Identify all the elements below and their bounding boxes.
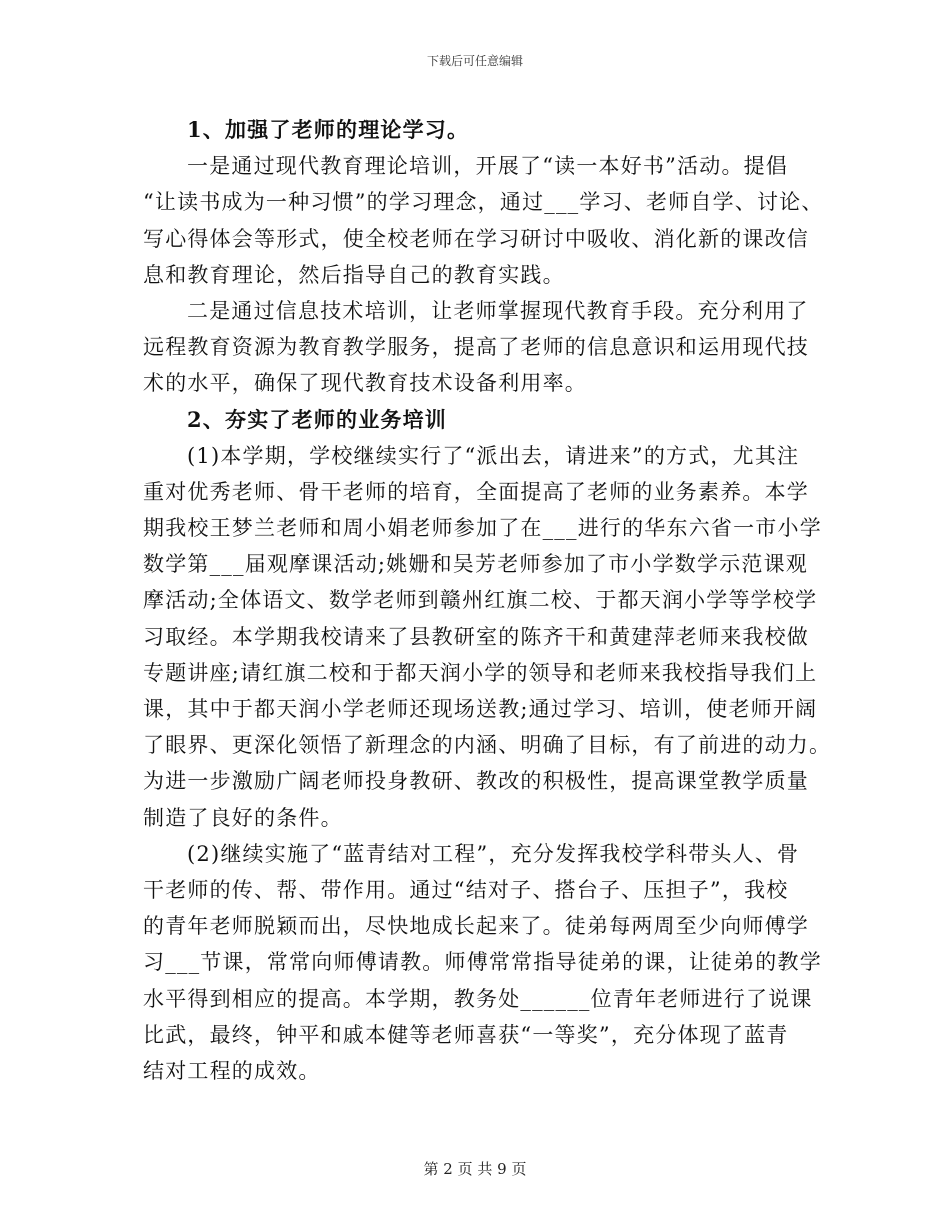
paragraph-line: 课，其中于都天润小学老师还现场送教;通过学习、培训，使老师开阔 — [143, 697, 818, 721]
paragraph-line: 远程教育资源为教育教学服务，提高了老师的信息意识和运用现代技 — [143, 335, 809, 360]
paragraph-line: (1)本学期，学校继续实行了“派出去，请进来”的方式，尤其注 — [187, 443, 800, 468]
paragraph-line: 重对优秀老师、骨干老师的培育，全面提高了老师的业务素养。本学 — [143, 479, 809, 504]
paragraph-line: 摩活动;全体语文、数学老师到赣州红旗二校、于都天润小学等学校学 — [143, 588, 818, 613]
paragraph-line: 为进一步激励广阔老师投身教研、教改的积极性，提高课堂教学质量 — [143, 769, 809, 794]
paragraph-line: 习取经。本学期我校请来了县教研室的陈齐干和黄建萍老师来我校做 — [143, 624, 809, 649]
document-body — [143, 112, 833, 1089]
section-heading-1: 1、加强了老师的理论学习。 — [187, 117, 470, 142]
paragraph-line: 二是通过信息技术培训，让老师掌握现代教育手段。充分利用了 — [187, 298, 809, 323]
paragraph-line: 制造了良好的条件。 — [143, 805, 343, 830]
paragraph-line: 了眼界、更深化领悟了新理念的内涵、明确了目标，有了前进的动力。 — [143, 733, 832, 758]
paragraph-line: 写心得体会等形式，使全校老师在学习研讨中吸收、消化新的课改信 — [143, 226, 809, 251]
paragraph-line: 专题讲座;请红旗二校和于都天润小学的领导和老师来我校指导我们上 — [143, 660, 818, 685]
paragraph-line: 期我校王梦兰老师和周小娟老师参加了在___进行的华东六省一市小学 — [143, 516, 822, 541]
paragraph-line: 术的水平，确保了现代教育技术设备利用率。 — [143, 371, 587, 396]
page-header: 下载后可任意编辑 — [426, 54, 523, 68]
paragraph-line: 水平得到相应的提高。本学期，教务处______位青年老师进行了说课 — [143, 986, 813, 1011]
paragraph-line: 息和教育理论，然后指导自己的教育实践。 — [143, 262, 565, 287]
paragraph-line: 的青年老师脱颖而出，尽快地成长起来了。徒弟每两周至少向师傅学 — [143, 914, 809, 939]
paragraph-line: (2)继续实施了“蓝青结对工程”，充分发挥我校学科带头人、骨 — [187, 841, 800, 866]
paragraph-line: 一是通过现代教育理论培训，开展了“读一本好书”活动。提倡 — [187, 154, 789, 179]
paragraph-line: 干老师的传、帮、带作用。通过“结对子、搭台子、压担子”，我校 — [143, 877, 789, 902]
section-heading-2: 2、夯实了老师的业务培训 — [187, 406, 448, 432]
paragraph-line: 数学第___届观摩课活动;姚姗和吴芳老师参加了市小学数学示范课观 — [143, 552, 808, 577]
paragraph-line: 比武，最终，钟平和戚本健等老师喜获“一等奖”，充分体现了蓝青 — [143, 1022, 789, 1047]
paragraph-line: 结对工程的成效。 — [143, 1058, 321, 1083]
paragraph-line: 习___节课，常常向师傅请教。师傅常常指导徒弟的课，让徒弟的教学 — [143, 950, 822, 975]
page-footer: 第 2 页 共 9 页 — [423, 1160, 527, 1178]
paragraph-line: “让读书成为一种习惯”的学习理念，通过___学习、老师自学、讨论、 — [143, 190, 824, 215]
